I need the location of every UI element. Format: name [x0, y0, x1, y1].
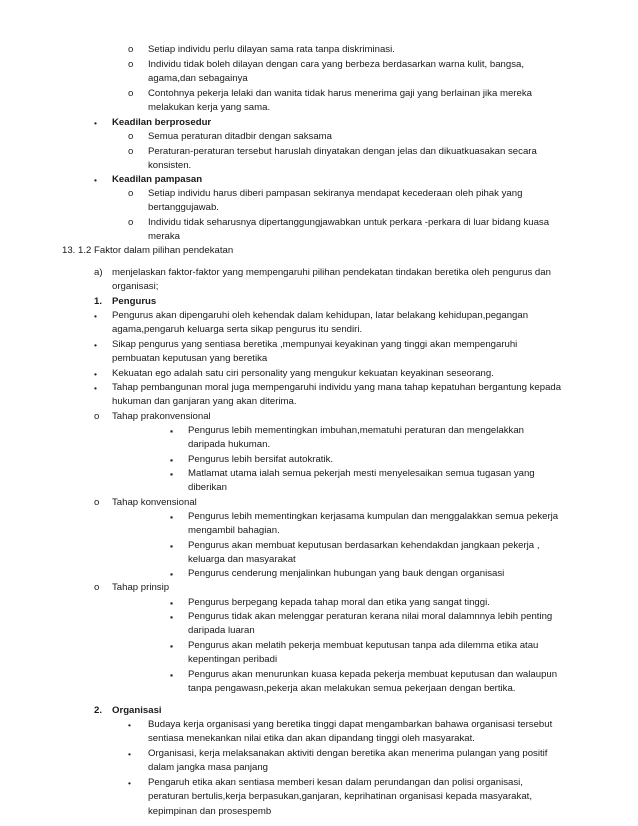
disc-bullet-icon: •: [128, 720, 131, 730]
line-text: kepentingan peribadi: [188, 654, 278, 665]
line-text: Pengaruh etika akan sentiasa memberi kesan dalam perundangan dan polisi organisasi,: [148, 777, 523, 788]
text-line: [0, 611, 638, 625]
line-text: diberikan: [188, 482, 227, 493]
text-line: [0, 396, 638, 410]
line-text: Kekuatan ego adalah satu ciri personality yang mengukur kekuatan keyakinan seseorang.: [112, 368, 494, 379]
circle-bullet-icon: o: [128, 217, 134, 228]
text-line: [0, 131, 638, 145]
line-text: 13. 1.2 Faktor dalam pilihan pendekatan: [62, 245, 234, 256]
text-line: [0, 791, 638, 805]
text-line: [0, 353, 638, 367]
line-text: Tahap prakonvensional: [112, 411, 211, 422]
circle-bullet-icon: o: [128, 59, 134, 70]
text-line: [0, 202, 638, 216]
text-line: [0, 59, 638, 73]
text-line: [0, 806, 638, 820]
circle-bullet-icon: o: [128, 131, 134, 142]
line-text: Pengurus akan melatih pekerja membuat keputusan tanpa ada dilemma etika atau: [188, 640, 539, 651]
line-text: Matlamat utama ialah semua pekerjah mesti menyelesaikan semua tugasan yang: [188, 468, 535, 479]
disc-bullet-icon: •: [128, 778, 131, 788]
line-text: Pengurus akan menurunkan kuasa kepada pekerja membuat keputusan dan walaupun: [188, 669, 558, 680]
line-text: kepimpinan dan prosespemb: [148, 806, 272, 817]
line-text: tanpa pengawasn,pekerja akan melakukan semua pekerjaan dengan bertika.: [188, 683, 516, 694]
text-line: [0, 160, 638, 174]
line-text: melakukan kerja yang sama.: [148, 102, 271, 113]
text-line: [0, 525, 638, 539]
line-text: sentiasa menekankan nilai etika dan akan dipandang tinggi oleh masyarakat.: [148, 733, 475, 744]
line-text: peraturan bertulis,kerja berpasukan,ganjaran, keprihatinan organisasi kepada masyarakat,: [148, 791, 532, 802]
square-bullet-icon: ▪: [170, 512, 174, 522]
list-number: 1.: [94, 296, 103, 307]
section-heading: Pengurus: [112, 296, 157, 307]
circle-bullet-icon: o: [94, 411, 100, 422]
text-line: [0, 733, 638, 747]
circle-bullet-icon: o: [128, 44, 134, 55]
text-line: [0, 117, 638, 131]
text-line: [0, 654, 638, 668]
text-line: [0, 683, 638, 697]
section-heading: Keadilan berprosedur: [112, 117, 212, 128]
line-text: Tahap konvensional: [112, 497, 197, 508]
text-line: [0, 511, 638, 525]
text-line: [0, 267, 638, 281]
circle-bullet-icon: o: [128, 146, 134, 157]
line-text: Pengurus berpegang kepada tahap moral dan etika yang sangat tinggi.: [188, 597, 490, 608]
text-line: [0, 468, 638, 482]
text-line: [0, 540, 638, 554]
disc-bullet-icon: •: [94, 311, 97, 321]
square-bullet-icon: ▪: [170, 670, 174, 680]
circle-bullet-icon: o: [94, 582, 100, 593]
disc-bullet-icon: •: [128, 749, 131, 759]
circle-bullet-icon: o: [94, 497, 100, 508]
disc-bullet-icon: •: [94, 383, 97, 393]
text-line: [0, 44, 638, 58]
text-line: [0, 625, 638, 639]
text-line: [0, 102, 638, 116]
text-line: [0, 582, 638, 596]
line-text: menjelaskan faktor-faktor yang mempengaruhi pilihan pendekatan tindakan beretika oleh pengurus dan: [112, 267, 551, 278]
text-line: [0, 310, 638, 324]
text-line: [0, 762, 638, 776]
line-text: daripada hukuman.: [188, 439, 271, 450]
line-text: keluarga dan masyarakat: [188, 554, 296, 565]
list-number: 2.: [94, 705, 103, 716]
text-line: [0, 382, 638, 396]
text-line: [0, 597, 638, 611]
line-text: Pengurus lebih mementingkan kerjasama kumpulan dan menggalakkan semua pekerja: [188, 511, 559, 522]
line-text: Pengurus tidak akan melenggar peraturan kerana nilai moral dalamnnya lebih penting: [188, 611, 553, 622]
text-line: [0, 245, 638, 259]
line-text: Budaya kerja organisasi yang beretika tinggi dapat mengambarkan bahawa organisasi tersebut: [148, 719, 553, 730]
line-text: daripada luaran: [188, 625, 255, 636]
text-line: [0, 73, 638, 87]
text-line: [0, 568, 638, 582]
disc-bullet-icon: •: [94, 175, 97, 185]
line-text: Pengurus akan membuat keputusan berdasarkan kehendakdan jangkaan pekerja ,: [188, 540, 540, 551]
text-line: [0, 454, 638, 468]
line-text: konsisten.: [148, 160, 192, 171]
text-line: [0, 324, 638, 338]
line-text: Setiap individu perlu dilayan sama rata tanpa diskriminasi.: [148, 44, 395, 55]
square-bullet-icon: ▪: [170, 612, 174, 622]
line-text: organisasi;: [112, 281, 159, 292]
line-text: Individu tidak seharusnya dipertanggungjawabkan untuk perkara -perkara di luar bidang kuasa: [148, 217, 550, 228]
text-line: [0, 554, 638, 568]
line-text: Contohnya pekerja lelaki dan wanita tidak harus menerima gaji yang berlainan jika mereka: [148, 88, 532, 99]
line-text: Organisasi, kerja melaksanakan aktiviti dengan beretika akan menerima pulangan yang positif: [148, 748, 548, 759]
text-line: [0, 231, 638, 245]
line-text: Setiap individu harus diberi pampasan sekiranya mendapat kecederaan oleh pihak yang: [148, 188, 523, 199]
line-text: Sikap pengurus yang sentiasa beretika ,mempunyai keyakinan yang tinggi akan mempengaruhi: [112, 339, 518, 350]
text-line: [0, 188, 638, 202]
text-line: [0, 425, 638, 439]
line-text: bertanggujawab.: [148, 202, 219, 213]
text-line: [0, 88, 638, 102]
text-line: [0, 174, 638, 188]
line-text: Individu tidak boleh dilayan dengan cara yang berbeza berdasarkan warna kulit, bangsa,: [148, 59, 525, 70]
line-text: agama,dan sebagainya: [148, 73, 248, 84]
disc-bullet-icon: •: [94, 369, 97, 379]
square-bullet-icon: ▪: [170, 469, 174, 479]
square-bullet-icon: ▪: [170, 598, 174, 608]
square-bullet-icon: ▪: [170, 641, 174, 651]
circle-bullet-icon: o: [128, 88, 134, 99]
text-line: [0, 719, 638, 733]
text-line: [0, 368, 638, 382]
text-line: [0, 497, 638, 511]
line-text: Pengurus lebih mementingkan imbuhan,mematuhi peraturan dan mengelakkan: [188, 425, 524, 436]
circle-bullet-icon: o: [128, 188, 134, 199]
line-text: Pengurus cenderung menjalinkan hubungan yang bauk dengan organisasi: [188, 568, 505, 579]
line-text: hukuman dan ganjaran yang akan diterima.: [112, 396, 297, 407]
square-bullet-icon: ▪: [170, 569, 174, 579]
text-line: [0, 296, 638, 310]
line-text: agama,pengaruh keluarga serta sikap pengurus itu sendiri.: [112, 324, 363, 335]
line-text: meraka: [148, 231, 180, 242]
text-line: [0, 705, 638, 719]
square-bullet-icon: ▪: [170, 426, 174, 436]
line-text: Pengurus akan dipengaruhi oleh kehendak dalam kehidupan, latar belakang kehidupan,pegangan: [112, 310, 529, 321]
text-line: [0, 482, 638, 496]
disc-bullet-icon: •: [94, 118, 97, 128]
text-line: [0, 439, 638, 453]
text-line: [0, 669, 638, 683]
line-text: Pengurus lebih bersifat autokratik.: [188, 454, 334, 465]
text-line: [0, 640, 638, 654]
line-text: dalam jangka masa panjang: [148, 762, 269, 773]
text-line: [0, 411, 638, 425]
text-line: [0, 339, 638, 353]
square-bullet-icon: ▪: [170, 455, 174, 465]
line-text: Peraturan-peraturan tersebut haruslah dinyatakan dengan jelas dan dikuatkuasakan secara: [148, 146, 537, 157]
square-bullet-icon: ▪: [170, 541, 174, 551]
section-heading: Organisasi: [112, 705, 162, 716]
disc-bullet-icon: •: [94, 340, 97, 350]
text-line: [0, 146, 638, 160]
text-line: [0, 281, 638, 295]
line-text: Semua peraturan ditadbir dengan saksama: [148, 131, 332, 142]
text-line: [0, 217, 638, 231]
text-line: [0, 777, 638, 791]
line-text: pembuatan keputusan yang beretika: [112, 353, 268, 364]
text-line: [0, 748, 638, 762]
section-heading: Keadilan pampasan: [112, 174, 203, 185]
line-text: Tahap prinsip: [112, 582, 170, 593]
line-text: Tahap pembangunan moral juga mempengaruhi individu yang mana tahap kepatuhan bergantung kepada: [112, 382, 562, 393]
list-number: a): [94, 267, 103, 278]
line-text: mengambil bahagian.: [188, 525, 280, 536]
